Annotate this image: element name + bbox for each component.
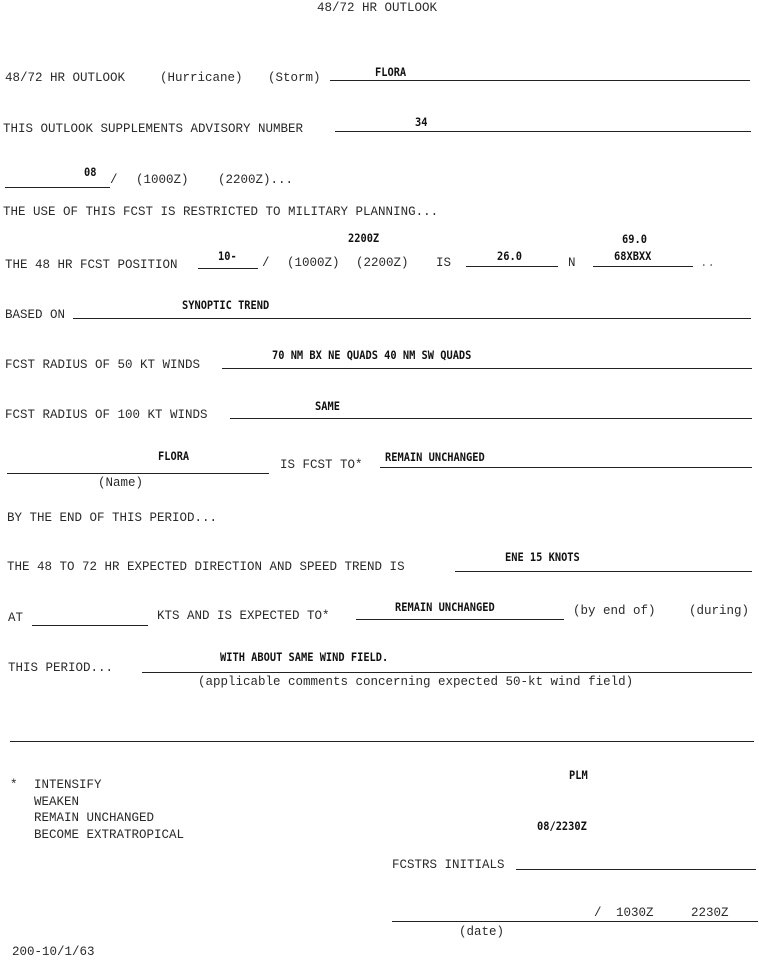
issue-time-1000: (1000Z) — [136, 173, 189, 187]
date-line — [392, 921, 758, 922]
position-day-value: 10- — [218, 249, 237, 263]
issue-slash: / — [110, 173, 118, 187]
based-on-label: BASED ON — [5, 308, 66, 322]
storm-type-storm: (Storm) — [268, 71, 321, 85]
storm-name-line — [330, 80, 750, 81]
position-lon-struck: 68XBXX — [614, 249, 652, 263]
radius-50-line — [222, 368, 752, 369]
option-become-extratropical: BECOME EXTRATROPICAL — [34, 828, 185, 842]
position-time-2200: (2200Z) — [356, 256, 409, 270]
radius-50-label: FCST RADIUS OF 50 KT WINDS — [5, 358, 201, 372]
position-slash: / — [262, 256, 270, 270]
forecaster-initials-line — [516, 869, 756, 870]
position-time-written: 2200Z — [348, 231, 380, 245]
radius-100-line — [230, 418, 752, 419]
this-period-label: THIS PERIOD... — [8, 661, 114, 675]
this-period-value: WITH ABOUT SAME WIND FIELD. — [220, 650, 389, 664]
position-day-line — [198, 268, 258, 269]
storm-name-caption: (Name) — [98, 476, 144, 490]
end-of-period-statement: BY THE END OF THIS PERIOD... — [7, 511, 218, 525]
position-lon-line — [593, 266, 693, 267]
option-remain-unchanged: REMAIN UNCHANGED — [34, 811, 155, 825]
position-is: IS — [436, 256, 452, 270]
issue-day-value: 08 — [84, 165, 97, 179]
storm-name-field-line — [7, 473, 269, 474]
based-on-line — [73, 318, 751, 319]
radius-100-value: SAME — [315, 399, 340, 413]
at-label: AT — [8, 611, 24, 625]
option-intensify: INTENSIFY — [34, 778, 102, 792]
position-lon-value: 69.0 — [622, 232, 647, 246]
storm-name-field-value: FLORA — [158, 449, 190, 463]
form-title: 48/72 HR OUTLOOK — [317, 1, 438, 15]
at-kts-line — [32, 625, 148, 626]
position-w-trail: .. — [700, 256, 716, 270]
advisory-number-value: 34 — [415, 115, 428, 129]
date-time-1030: 1030Z — [616, 906, 654, 920]
expected-line — [356, 619, 564, 620]
expected-value: REMAIN UNCHANGED — [395, 600, 495, 614]
by-end-of-option: (by end of) — [573, 604, 656, 618]
during-option: (during) — [689, 604, 750, 618]
position-lat-value: 26.0 — [497, 249, 522, 263]
is-fcst-to-line — [380, 467, 752, 468]
restricted-statement: THE USE OF THIS FCST IS RESTRICTED TO MILITARY PLANNING... — [3, 205, 439, 219]
advisory-number-line — [335, 131, 751, 132]
wind-field-caption: (applicable comments concerning expected 50-kt wind field) — [198, 675, 634, 689]
issue-time-2200: (2200Z)... — [218, 173, 294, 187]
trend-label: THE 48 TO 72 HR EXPECTED DIRECTION AND SPEED TREND IS — [7, 560, 405, 574]
form-number: 200-10/1/63 — [12, 945, 95, 959]
forecaster-initials-label: FCSTRS INITIALS — [392, 858, 505, 872]
radius-100-label: FCST RADIUS OF 100 KT WINDS — [5, 408, 208, 422]
storm-type-hurricane: (Hurricane) — [160, 71, 243, 85]
forecaster-datetime-written: 08/2230Z — [537, 819, 587, 833]
storm-name-value: FLORA — [375, 65, 407, 79]
forecaster-initials-written: PLM — [569, 768, 588, 782]
position-label: THE 48 HR FCST POSITION — [5, 258, 178, 272]
option-weaken: WEAKEN — [34, 795, 80, 809]
storm-row-label: 48/72 HR OUTLOOK — [5, 71, 126, 85]
date-slash: / — [594, 906, 602, 920]
trend-line — [455, 571, 752, 572]
options-star: * — [10, 778, 18, 792]
this-period-line — [142, 672, 752, 673]
is-fcst-to-label: IS FCST TO* — [280, 458, 363, 472]
radius-50-value: 70 NM BX NE QUADS 40 NM SW QUADS — [272, 348, 472, 362]
position-time-1000: (1000Z) — [287, 256, 340, 270]
is-fcst-to-value: REMAIN UNCHANGED — [385, 450, 485, 464]
advisory-label: THIS OUTLOOK SUPPLEMENTS ADVISORY NUMBER — [3, 122, 304, 136]
trend-value: ENE 15 KNOTS — [505, 550, 580, 564]
date-time-2230: 2230Z — [691, 906, 729, 920]
comments-extra-line — [10, 741, 754, 742]
kts-expected-label: KTS AND IS EXPECTED TO* — [157, 609, 330, 623]
issue-day-line — [5, 187, 110, 188]
date-caption: (date) — [459, 925, 505, 939]
position-n: N — [568, 256, 576, 270]
based-on-value: SYNOPTIC TREND — [182, 298, 270, 312]
position-lat-line — [466, 266, 558, 267]
